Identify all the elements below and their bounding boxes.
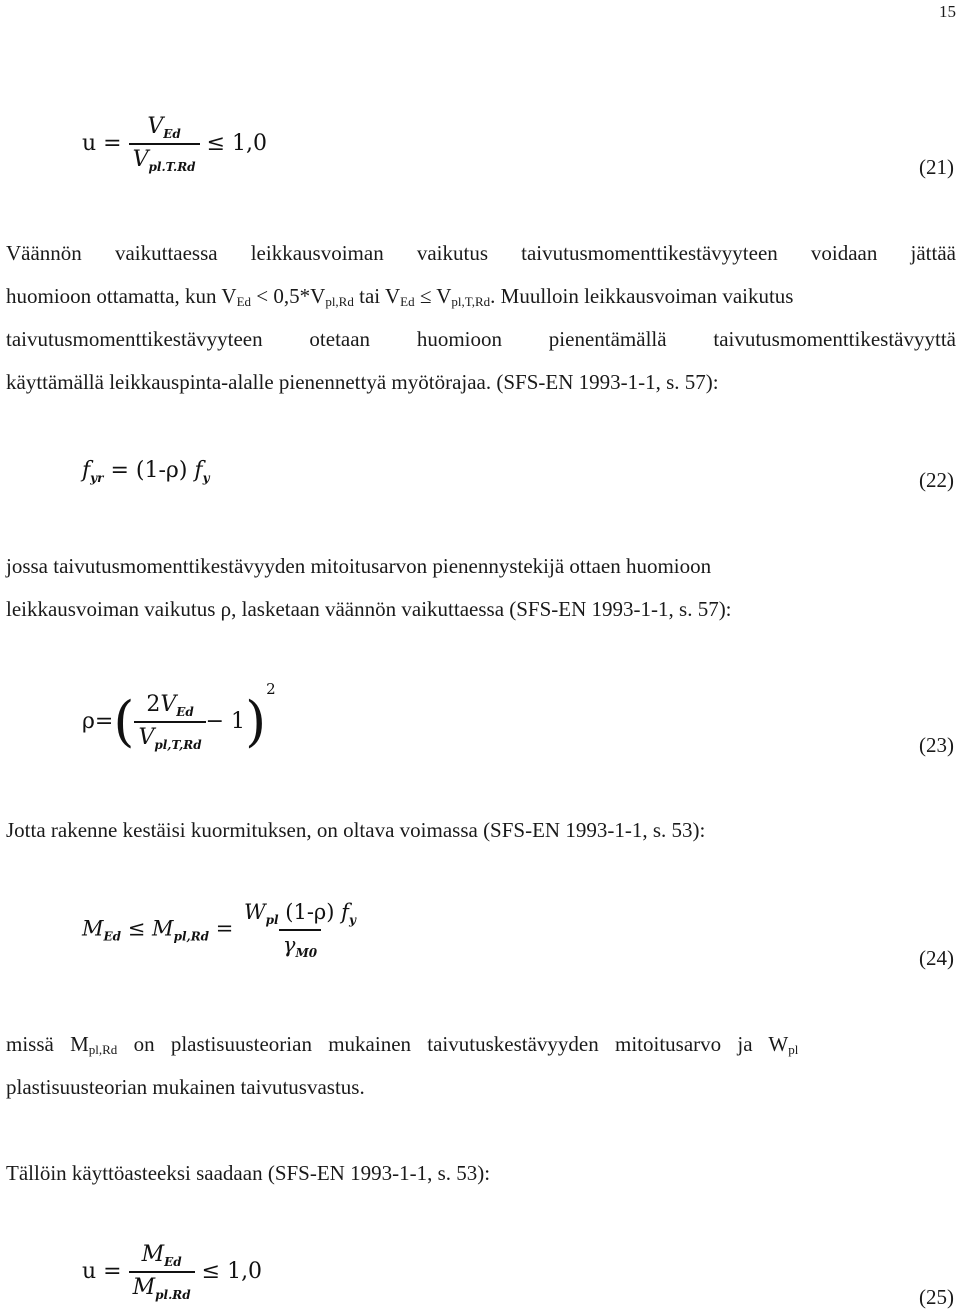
eq21-lhs: u = [82, 131, 122, 156]
equation-number-23: (23) [919, 733, 954, 757]
equation-22: $f_{yr} = (1-\rho)$ $f_y$ [82, 458, 210, 485]
eq25-fraction: $\frac{M_{Ed}}{M_{pl.Rd}}$ [129, 1242, 195, 1302]
eq21-fraction: $\frac{V_{Ed}}{V_{pl.T.Rd}}$ [129, 114, 200, 174]
page-number: 15 [939, 2, 956, 21]
eq25-lhs: u = [82, 1259, 122, 1284]
paragraph-5 [6, 1152, 956, 1195]
p1-line1: Väännön vaikuttaessa leikkausvoiman vaikutus taivutusmomenttikestävyyteen voidaan jättää [6, 241, 956, 265]
equation-number-22: (22) [919, 468, 954, 492]
p2-line1: jossa taivutusmomenttikestävyyden mitoitusarvon pienennystekijä ottaen huomioon [6, 554, 712, 578]
p3-line1: Jotta rakenne kestäisi kuormituksen, on oltava voimassa (SFS-EN 1993-1-1, s. 53): [6, 818, 706, 842]
paragraph-3 [6, 809, 956, 852]
eq25-rhs: ≤ 1,0 [201, 1259, 263, 1284]
p1-line3: taivutusmomenttikestävyyteen otetaan huomioon pienentämällä taivutusmomenttikestävyyttä [6, 327, 956, 351]
equation-23: ρ=( $\frac{2V_{Ed}}{V_{pl,T,Rd}}$ − 1)$^2$ [82, 680, 276, 753]
p1-line2: huomioon ottamatta, kun $V_{Ed} < 0,5*V_{pl,Rd}$ tai $V_{Ed} \le V_{pl,T,Rd}$. Muulloin leikkausvoiman vaikutus [6, 284, 794, 309]
p2-line2: leikkausvoiman vaikutus ρ, lasketaan väännön vaikuttaessa (SFS-EN 1993-1-1, s. 57): [6, 597, 732, 621]
p4-line1: missä $M_{pl,Rd}$ on plastisuusteorian mukainen taivutuskestävyyden mitoitusarvo ja $W_{pl}$ [6, 1032, 799, 1057]
eq23-fraction: $\frac{2V_{Ed}}{V_{pl,T,Rd}}$ [134, 692, 205, 752]
p4-line2: plastisuusteorian mukainen taivutusvastus. [6, 1075, 365, 1099]
equation-number-25: (25) [919, 1285, 954, 1309]
paragraph-4 [6, 1023, 956, 1109]
eq21-rhs: ≤ 1,0 [206, 131, 267, 156]
equation-number-21: (21) [919, 155, 954, 179]
equation-number-24: (24) [919, 946, 954, 970]
equation-24: $M_{Ed} \le M_{pl,Rd}$ = $\frac{W_{pl} (1-\rho) f_y}{\gamma_{M0}}$ [82, 900, 360, 960]
paragraph-2 [6, 545, 956, 631]
p5-line1: Tällöin käyttöasteeksi saadaan (SFS-EN 1993-1-1, s. 53): [6, 1161, 491, 1185]
p1-line4: käyttämällä leikkauspinta-alalle pienennettyä myötörajaa. (SFS-EN 1993-1-1, s. 57): [6, 370, 719, 394]
paragraph-1 [6, 232, 956, 404]
eq24-fraction: $\frac{W_{pl} (1-\rho) f_y}{\gamma_{M0}}$ [244, 900, 356, 960]
equation-21 [82, 114, 267, 174]
equation-25 [82, 1242, 262, 1302]
